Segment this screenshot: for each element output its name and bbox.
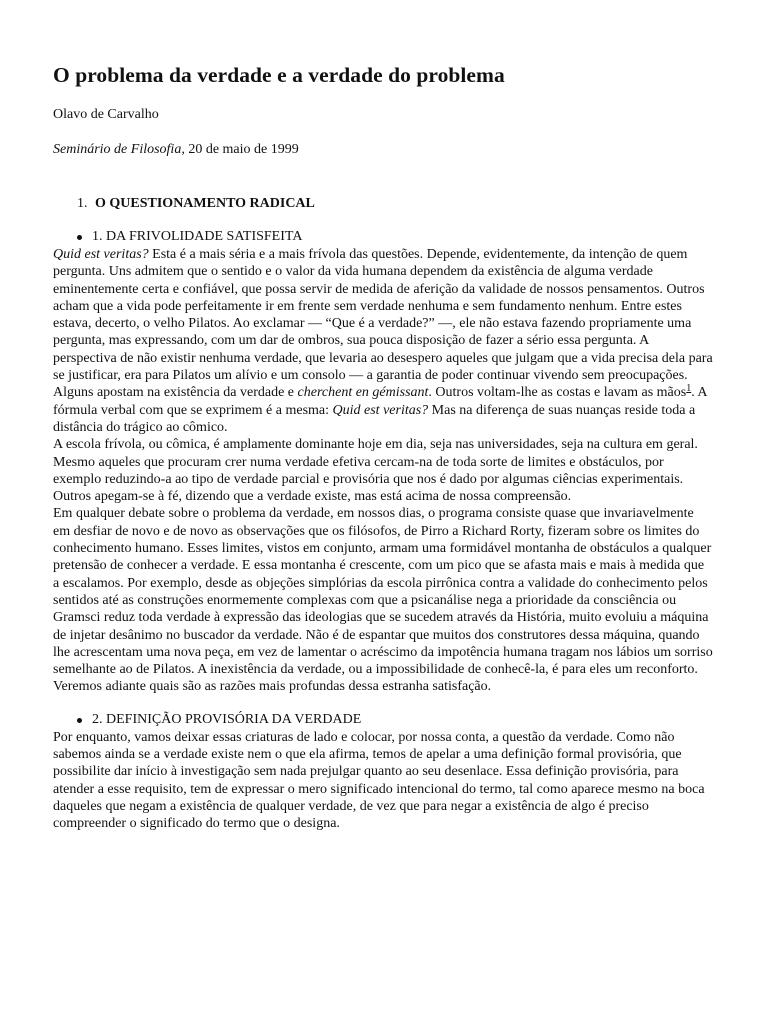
subsection-heading-1 [53,228,713,246]
bullet-icon [77,718,82,723]
subsection-title-1: 1. DA FRIVOLIDADE SATISFEITA [92,229,303,244]
subsection-heading-2 [53,711,713,729]
paragraph [53,246,713,436]
paragraph: A escola frívola, ou cômica, é amplamente dominante hoje em dia, seja nas universidades, seja na cultura em geral. Mesmo aqueles que procuram crer numa verdade efetiva cercam-na de toda sorte de limites e obstáculos, por exemplo reduzindo-a ao tipo de verdade parcial e provisória que nos é dado por algumas ciências experimentais. Outros apegam-se à fé, dizendo que a verdade existe, mas está acima de nossa compreensão. [53,437,698,505]
paragraph: Em qualquer debate sobre o problema da verdade, em nossos dias, o programa consiste quase que invariavelmente em desfiar de novo e de novo as observações que os filósofos, de Pirro a Richard Rorty, fizeram sobre os limites do conhecimento humano. Esses limites, vistos em conjunto, armam uma formidável montanha de obstáculos a qualquer pretensão de conhecer a verdade. E essa montanha é crescente, com um pico que se afasta mais e mais à medida que a escalamos. Por exemplo, desde as objeções simplórias da escola pirrônica contra a validade do conhecimento pelos sentidos até as construções enormemente complexas com que a psicanálise nega a prioridade da consciência ou Gramsci reduz toda verdade à expressão das ideologias que se sucedem através da História, muito evoluiu a máquina de injetar desânimo no buscador da verdade. Não é de espantar que muitos dos construtores dessa máquina, quando lhe acrescentam uma nova peça, em vez de lamentar o acréscimo da impotência humana tragam nos lábios um sorriso semelhante ao de Pilatos. A inexistência da verdade, ou a impossibilidade de conhecê-la, é para eles um reconforto. Veremos adiante quais são as razões mais profundas dessa estranha satisfação. [53,506,713,695]
source-date: 20 de maio de 1999 [184,142,299,157]
footnote-link[interactable]: 1 [686,383,692,395]
page-title: O problema da verdade e a verdade do problema [53,63,505,87]
paragraph: Por enquanto, vamos deixar essas criaturas de lado e colocar, por nossa conta, a questão da verdade. Como não sabemos ainda se a verdade existe nem o que ela afirma, temos de apelar a uma definição formal provisória, que possibilite dar início à investigação sem nada prejulgar quanto ao seu desenlace. Essa definição provisória, para atender a esse requisito, tem de expressar o mero significado intencional do termo, tal como aparece mesmo na boca daqueles que negam a existência de qualquer verdade, de vez que para negar a existência de algo é preciso compreender o significado do termo que o designa. [53,729,705,832]
document-body [53,62,713,833]
section-heading [53,195,713,213]
section-number: 1. [77,196,88,211]
bullet-icon [77,235,82,240]
latin-phrase: Quid est veritas? [332,402,429,418]
source-venue: Seminário de Filosofia, [53,142,185,157]
paragraph-text: Esta é a mais séria e a mais frívola das questões. Depende, evidentemente, da intenção de quem pergunta. Uns admitem que o sentido e o valor da vida humana dependem da existência de alguma verdade eminentemente certa e confiável, que possa servir de medida de aferição da validade de nossos pensamentos. Outros acham que a vida pode perfeitamente ir em frente sem verdade nenhuma e sem fundamento nenhum. Entre estes estava, decerto, o velho Pilatos. Ao exclamar — “Que é a verdade?” —, ele não estava fazendo propriamente uma pergunta, mas expressando, com um dar de ombros, sua pouca disposição de fazer a sério essa pergunta. A perspectiva de não existir nenhuma verdade, que levaria ao desespero aqueles que julgam que a vida precisa dela para se justificar, era para Pilatos um alívio e um consolo — a garantia de poder continuar vivendo sem preocupações. Alguns apostam na existência da verdade e [53,247,713,401]
paragraph-text: . Outros voltam-lhe as costas e lavam as mãos [428,385,687,401]
author-name: Olavo de Carvalho [53,107,159,122]
subsection-title-2: 2. DEFINIÇÃO PROVISÓRIA DA VERDADE [92,711,362,727]
paragraph-text: Mas na diferença de suas nuanças reside toda a distância do trágico ao cômico. [53,402,696,435]
source-line [53,141,713,159]
latin-phrase: Quid est veritas? [53,247,149,262]
section-title: O QUESTIONAMENTO RADICAL [95,196,315,211]
french-phrase: cherchent en gémissant [297,385,429,401]
paragraph-text: . A fórmula verbal com que se exprimem é a mesma: [53,385,707,418]
